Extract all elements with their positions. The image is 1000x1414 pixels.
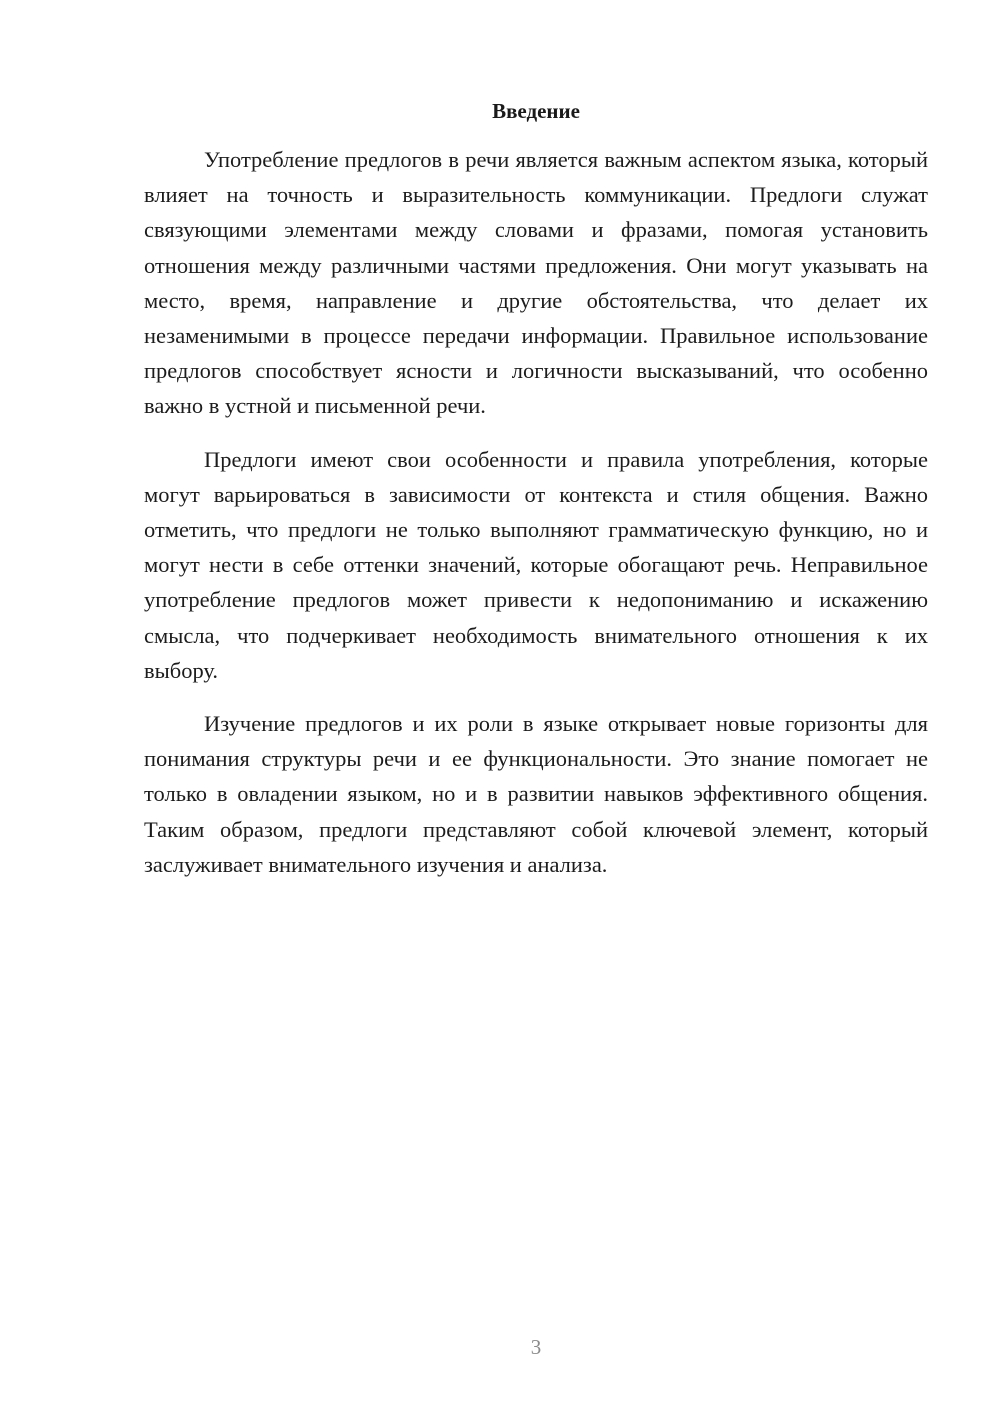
paragraph-2: Предлоги имеют свои особенности и правила употребления, которые могут варьироваться в зависимости от контекста и стиля общения. Важно отметить, что предлоги не только выполняют грамматическую функцию, но и могут нести в себе оттенки значений, которые обогащают речь. Неправильное употребление предлогов может привести к недопониманию и искажению смысла, что подчеркивает необходимость внимательного отношения к их выбору. xyxy=(144,446,928,683)
paragraph-3: Изучение предлогов и их роли в языке открывает новые горизонты для понимания структуры речи и ее функциональности. Это знание помогает не только в овладении языком, но и в развитии навыков эффективного общения. Таким образом, предлоги представляют собой ключевой элемент, который заслуживает внимательного изучения и анализа. xyxy=(144,711,928,877)
paragraph-1: Употребление предлогов в речи является важным аспектом языка, который влияет на точность и выразительность коммуникации. Предлоги служат связующими элементами между словами и фразами, помогая установить отношения между различными частями предложения. Они могут указывать на место, время, направление и другие обстоятельства, что делает их незаменимыми в процессе передачи информации. Правильное использование предлогов способствует ясности и логичности высказываний, что особенно важно в устной и письменной речи. xyxy=(144,147,928,419)
page-title: Введение xyxy=(492,99,580,123)
page-number: 3 xyxy=(530,1335,542,1359)
document-body xyxy=(144,142,928,900)
